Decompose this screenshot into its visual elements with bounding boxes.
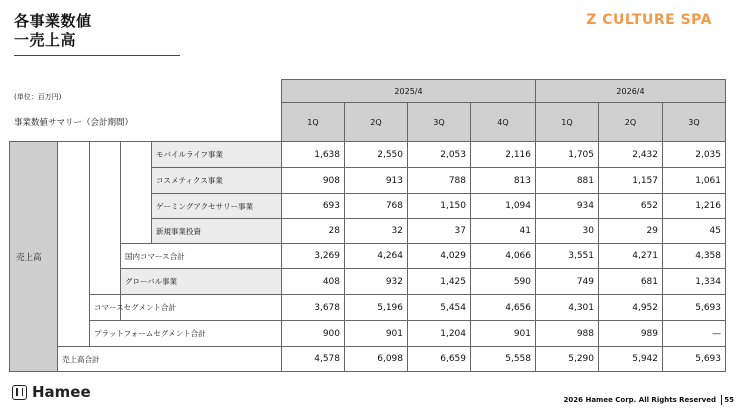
table-cell: 989 bbox=[598, 320, 663, 347]
table-cell: 4,264 bbox=[344, 243, 408, 269]
table-cell: 1,216 bbox=[662, 193, 726, 219]
tree-bracket-level3 bbox=[120, 141, 152, 244]
table-cell: 1,204 bbox=[407, 320, 471, 347]
unit-label: (単位：百万円) bbox=[14, 93, 62, 101]
table-cell: 4,952 bbox=[598, 294, 663, 321]
table-cell: 1,150 bbox=[407, 193, 471, 219]
table-cell: 4,066 bbox=[470, 243, 536, 269]
table-cell: 932 bbox=[344, 268, 408, 295]
table-cell: 4,029 bbox=[407, 243, 471, 269]
table-cell: 5,693 bbox=[662, 346, 726, 372]
quarter-header: 1Q bbox=[281, 102, 345, 142]
page-number: 55 bbox=[724, 396, 734, 404]
tree-bracket-level1 bbox=[57, 141, 90, 347]
table-cell: 934 bbox=[535, 193, 599, 219]
row-label: グローバル事業 bbox=[120, 268, 282, 295]
table-cell: 4,301 bbox=[535, 294, 599, 321]
table-cell: 988 bbox=[535, 320, 599, 347]
table-cell: 901 bbox=[344, 320, 408, 347]
table-cell: 908 bbox=[281, 167, 345, 194]
table-cell: 2,035 bbox=[662, 141, 726, 168]
table-cell: 652 bbox=[598, 193, 663, 219]
table-cell: 681 bbox=[598, 268, 663, 295]
table-cell: 37 bbox=[407, 218, 471, 244]
table-cell: 5,196 bbox=[344, 294, 408, 321]
table-cell: 1,334 bbox=[662, 268, 726, 295]
table-cell: 2,550 bbox=[344, 141, 408, 168]
table-cell: 1,094 bbox=[470, 193, 536, 219]
quarter-header: 3Q bbox=[662, 102, 726, 142]
table-cell: 2,432 bbox=[598, 141, 663, 168]
row-label: 国内コマース合計 bbox=[120, 243, 282, 269]
sales-group-label: 売上高 bbox=[9, 141, 58, 372]
table-cell: 768 bbox=[344, 193, 408, 219]
table-cell: 5,693 bbox=[662, 294, 726, 321]
table-cell: 1,638 bbox=[281, 141, 345, 168]
logo-text: Hamee bbox=[32, 383, 91, 401]
table-cell: 4,358 bbox=[662, 243, 726, 269]
row-label: ゲーミングアクセサリー事業 bbox=[151, 193, 282, 219]
hamee-logo-icon bbox=[12, 385, 27, 400]
table-cell: 4,656 bbox=[470, 294, 536, 321]
table-cell: 5,942 bbox=[598, 346, 663, 372]
table-cell: 3,269 bbox=[281, 243, 345, 269]
table-cell: 32 bbox=[344, 218, 408, 244]
table-cell: 5,558 bbox=[470, 346, 536, 372]
table-cell: 901 bbox=[470, 320, 536, 347]
table-cell: 3,678 bbox=[281, 294, 345, 321]
quarter-header: 2Q bbox=[598, 102, 663, 142]
quarter-header: 1Q bbox=[535, 102, 599, 142]
row-label: 売上高合計 bbox=[57, 346, 282, 372]
row-label: コスメティクス事業 bbox=[151, 167, 282, 194]
footer-divider bbox=[721, 395, 722, 405]
table-cell: 881 bbox=[535, 167, 599, 194]
row-label: モバイルライフ事業 bbox=[151, 141, 282, 168]
table-cell: 913 bbox=[344, 167, 408, 194]
quarter-header: 4Q bbox=[470, 102, 536, 142]
table-cell: 1,425 bbox=[407, 268, 471, 295]
table-cell: 6,659 bbox=[407, 346, 471, 372]
table-cell: 3,551 bbox=[535, 243, 599, 269]
summary-label: 事業数値サマリー（会計期間） bbox=[14, 118, 134, 128]
table-cell: 900 bbox=[281, 320, 345, 347]
page-title bbox=[14, 12, 92, 50]
copyright: 2026 Hamee Corp. All Rights Reserved bbox=[563, 396, 716, 404]
table-cell: 408 bbox=[281, 268, 345, 295]
table-cell: 45 bbox=[662, 218, 726, 244]
hamee-logo bbox=[12, 383, 91, 401]
table-cell: 41 bbox=[470, 218, 536, 244]
brand-logo-text: Z CULTURE SPA bbox=[586, 12, 712, 28]
table-cell: 28 bbox=[281, 218, 345, 244]
year-header: 2026/4 bbox=[535, 79, 726, 103]
title-underline bbox=[14, 55, 180, 56]
table-cell: 30 bbox=[535, 218, 599, 244]
table-cell: 749 bbox=[535, 268, 599, 295]
table-cell: 788 bbox=[407, 167, 471, 194]
table-cell: 813 bbox=[470, 167, 536, 194]
table-cell: 693 bbox=[281, 193, 345, 219]
table-cell: 6,098 bbox=[344, 346, 408, 372]
year-header: 2025/4 bbox=[281, 79, 536, 103]
table-cell: 590 bbox=[470, 268, 536, 295]
table-cell: 4,578 bbox=[281, 346, 345, 372]
quarter-header: 2Q bbox=[344, 102, 408, 142]
title-line-2: 一売上高 bbox=[14, 31, 77, 49]
table-cell: 1,705 bbox=[535, 141, 599, 168]
table-cell: 4,271 bbox=[598, 243, 663, 269]
row-label: コマースセグメント合計 bbox=[89, 294, 282, 321]
table-cell: 1,157 bbox=[598, 167, 663, 194]
title-line-1: 各事業数値 bbox=[14, 12, 92, 30]
quarter-header: 3Q bbox=[407, 102, 471, 142]
table-cell: 1,061 bbox=[662, 167, 726, 194]
table-cell: — bbox=[662, 320, 726, 347]
table-cell: 2,053 bbox=[407, 141, 471, 168]
table-cell: 2,116 bbox=[470, 141, 536, 168]
table-cell: 5,454 bbox=[407, 294, 471, 321]
row-label: プラットフォームセグメント合計 bbox=[89, 320, 282, 347]
table-cell: 5,290 bbox=[535, 346, 599, 372]
table-cell: 29 bbox=[598, 218, 663, 244]
row-label: 新規事業投資 bbox=[151, 218, 282, 244]
